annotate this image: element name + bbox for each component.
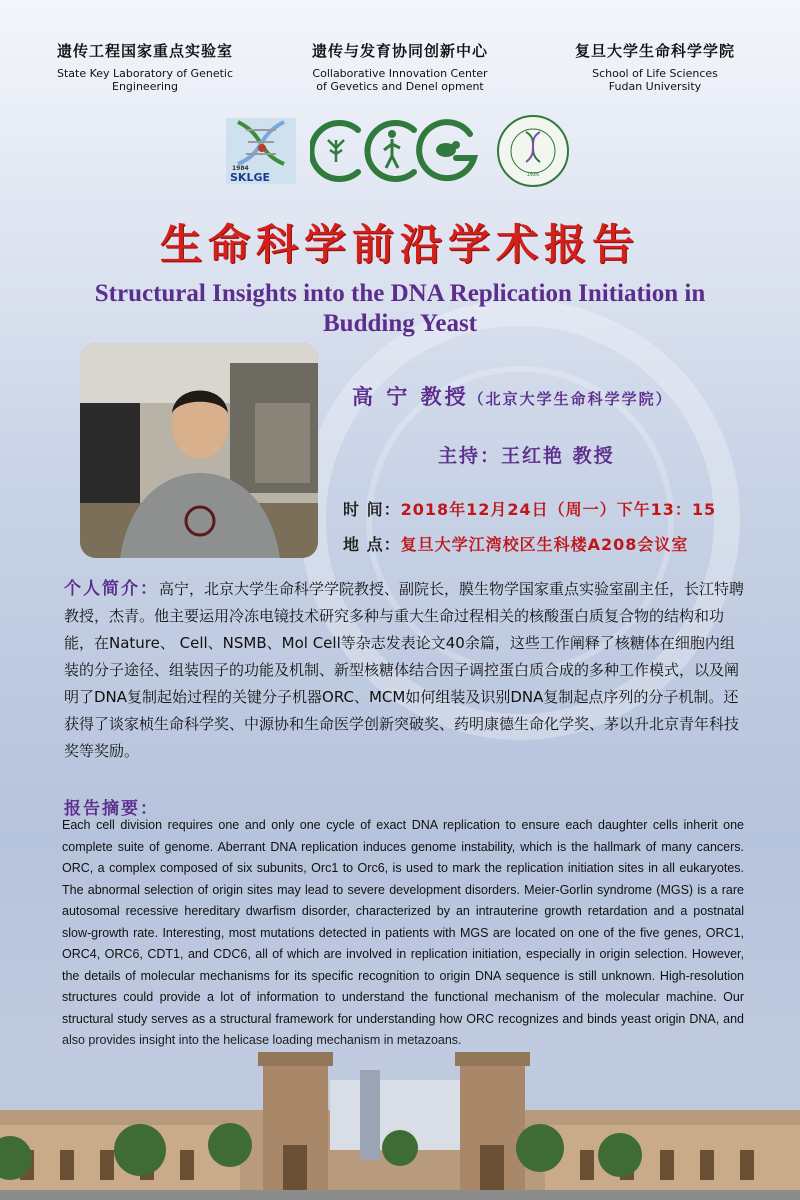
fudan-logo-year: 1926 (526, 172, 540, 178)
talk-title-en: Structural Insights into the DNA Replication Initiation in Budding Yeast (94, 280, 706, 337)
sklge-logo (226, 118, 296, 184)
institution-name-en: State Key Laboratory of Genetic Engineering (56, 67, 234, 93)
institution-ccg (275, 40, 525, 93)
speaker-bio (64, 576, 744, 765)
speaker-affiliation: （北京大学生命科学学院） (468, 390, 673, 408)
institution-name-en: School of Life Sciences Fudan University (592, 67, 718, 93)
place-line (343, 532, 688, 555)
time-label: 时 间： (343, 500, 401, 519)
abstract-text: Each cell division requires one and only one cycle of exact DNA replication to ensure each daughter cells inherit one complete suite of genome. Aberrant DNA replication induces genome instability, which is the hallmark of many cancers. ORC, a complex composed of six subunits, Orc1 to Orc6, is used to mark the replication initiation sites in all eukaryotes. The abnormal selection of origin sites may lead to severe development disorders. Meier-Gorlin syndrome (MGS) is a rare autosomal recessive hereditary dwarfism disorder, characterized by an intrauterine growth retardation and a postnatal slow-growth rate. Interesting, most mutations detected in patients with MGS are located on one of the five genes, ORC1, ORC4, ORC6, CDT1, and CDC6, all of which are involved in replication initiation, especially in origin selection. However, the details of molecular mechanisms for its specific recognition to origin DNA sequence is still unknown. High-resolution structures could provide a lot of information to understand the functional mechanism of the molecular machine. Our structural study serves as a structural framework for understanding how ORC recognizes and binds yeast origin DNA, and (62, 818, 744, 1026)
logo-row (224, 112, 574, 190)
place-label: 地 点： (343, 535, 401, 554)
abstract-heading: 报告摘要： (64, 799, 159, 819)
fudan-life-sciences-logo (496, 112, 570, 190)
campus-photo (0, 1030, 800, 1200)
institution-name-cn: 遗传工程国家重点实验室 (56, 42, 233, 60)
poster-title-cn: 生命科学前沿学术报告 (159, 220, 640, 269)
place-value: 复旦大学江湾校区生科楼A208会议室 (400, 535, 689, 554)
institution-sklge (20, 40, 270, 93)
institution-name-cn: 复旦大学生命科学学院 (574, 42, 735, 60)
speaker-photo (80, 343, 318, 558)
host-line: 主持：王红艳 教授 (438, 445, 615, 467)
bio-text: 高宁，北京大学生命科学学院教授、副院长，膜生物学国家重点实验室副主任，长江特聘教授，杰青。他主要运用冷冻电镜技术研究多种与重大生命过程相关的核酸蛋白质复合物的结构和功能，在Nature、 Cell、NSMB、Mol Cell等杂志发表论文40余篇，这些工作阐释了核糖体在细胞内组装的分子途径、组装因子的功能及机制、新型核糖体结合因子调控蛋白质合成的多种工作模式，以及阐明了DNA复制起始过程的关键分子机器ORC、MCM如何组装及识别DNA复制起点序列的分子机制。还获得了谈家桢生命科学奖、中源协和生命医学创新突破奖、药明康德生命化学奖、茅以升北京青年科技奖等奖励。 (64, 580, 745, 760)
ccg-logo (310, 118, 482, 184)
time-line (343, 497, 716, 520)
speaker-line (352, 381, 673, 411)
speaker-name: 高 宁 教授 (352, 385, 469, 409)
institution-name-en: Collaborative Innovation Center of Gevetics and Denel opment (312, 67, 488, 93)
institution-fudan (530, 40, 780, 93)
time-value: 2018年12月24日（周一）下午13：15 (400, 500, 717, 519)
svg-text:SKLGE: SKLGE (230, 171, 270, 184)
svg-text:1984: 1984 (232, 165, 249, 172)
institution-name-cn: 遗传与发育协同创新中心 (311, 42, 488, 60)
speaker-portrait-image (80, 343, 318, 558)
bio-heading: 个人简介： (64, 579, 159, 599)
